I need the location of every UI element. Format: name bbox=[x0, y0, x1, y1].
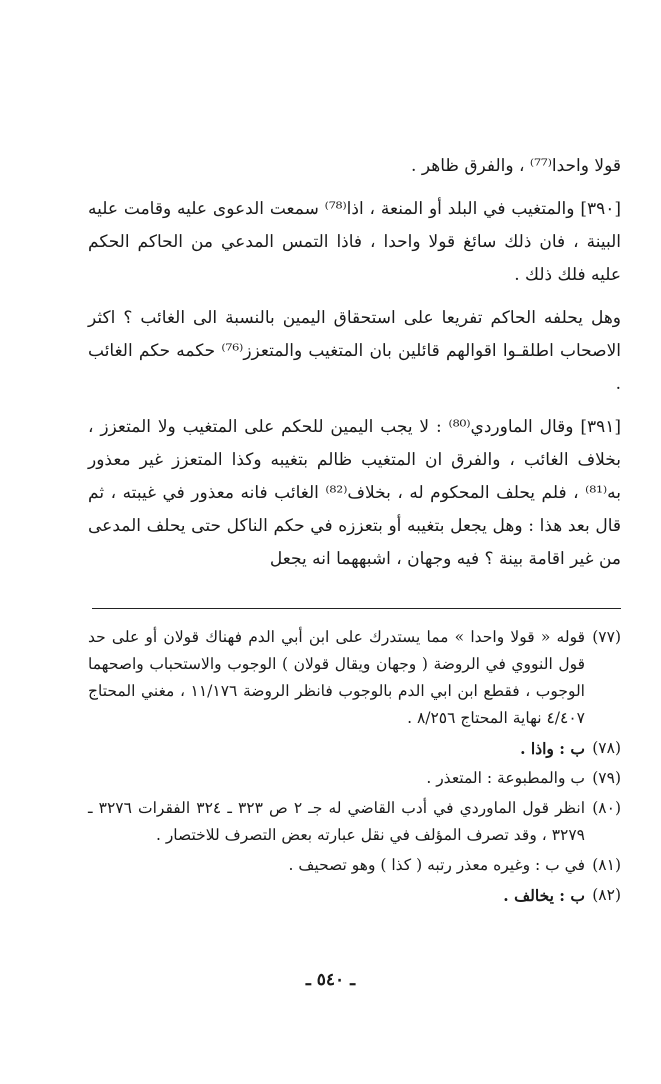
footnote-number: (٨١) bbox=[592, 856, 621, 874]
footnotes bbox=[88, 624, 621, 912]
footnote-79 bbox=[88, 765, 621, 792]
footnote-text: ب والمطبوعة : المتعذر . bbox=[426, 769, 585, 787]
paragraph-text: وهل يحلفه الحاكم تفريعا على استحقاق اليمين بالنسبة الى الغائب ؟ اكثر الاصحاب اطلقـوا اقوالهم قائلين بان المتغيب والمتعزز⁽⁷⁶⁾ حكمه حكم الغائب . bbox=[88, 308, 621, 394]
paragraph-text: وقال الماوردي⁽⁸⁰⁾ : لا يجب اليمين للحكم على المتغيب ولا المتعزز ، بخلاف الغائب ، والفرق ان المتغيب ظالم بتغيبه وكذا المتعزز غير معذور به⁽⁸¹⁾ ، فلم يحلف المحكوم له ، بخلاف⁽⁸²⁾ الغائب فانه معذور في غيبته ، ثم قال بعد هذا : وهل يجعل بتغيبه أو بتعززه في حكم الناكل حتى يحلف المدعى من غير اقامة بينة ؟ فيه وجهان ، اشبههما انه يجعل bbox=[88, 417, 621, 569]
footnote-81 bbox=[88, 852, 621, 879]
footnote-number: (٧٨) bbox=[592, 739, 621, 757]
paragraph-391 bbox=[88, 411, 621, 576]
footnote-80 bbox=[88, 795, 621, 849]
footnote-separator bbox=[92, 608, 621, 609]
footnote-78 bbox=[88, 735, 621, 762]
paragraph-continuation bbox=[88, 150, 621, 183]
paragraph-text: والمتغيب في البلد أو المنعة ، اذا⁽⁷⁸⁾ سمعت الدعوى عليه وقامت عليه البينة ، فان ذلك سائغ قولا واحدا ، فاذا التمس المدعي من الحاكم الحكم عليه فلك ذلك . bbox=[88, 199, 621, 285]
footnote-number: (٧٧) bbox=[592, 628, 621, 646]
main-text-body bbox=[88, 150, 621, 576]
footnote-text: قوله « قولا واحدا » مما يستدرك على ابن أبي الدم فهناك قولان أو على حد قول النووي في الروضة ( وجهان ويقال قولان ) الوجوب والاستحباب واصحهما الوجوب ، فقطع ابن ابي الدم بالوجوب فانظر الروضة ١١/١٧٦ ، مغني المحتاج ٤/٤٠٧ نهاية المحتاج ٨/٢٥٦ . bbox=[88, 628, 585, 727]
footnote-number: (٧٩) bbox=[592, 769, 621, 787]
footnote-number: (٨٢) bbox=[592, 886, 621, 904]
footnote-82 bbox=[88, 882, 621, 909]
footnote-text: في ب : وغيره معذر رتبه ( كذا ) وهو تصحيف . bbox=[288, 856, 585, 874]
footnote-text: انظر قول الماوردي في أدب القاضي له جـ ٢ ص ٣٢٣ ـ ٣٢٤ الفقرات ٣٢٧٦ ـ ٣٢٧٩ ، وقد تصرف المؤلف في نقل عبارته بعض التصرف للاختصار . bbox=[88, 799, 586, 844]
footnote-77 bbox=[88, 624, 621, 732]
paragraph-number: [٣٩١] bbox=[580, 417, 622, 437]
footnote-number: (٨٠) bbox=[592, 799, 621, 817]
footnote-text: ب : يخالف . bbox=[503, 886, 585, 905]
footnote-text: ب : واذا . bbox=[520, 739, 585, 758]
paragraph-text: قولا واحدا⁽⁷⁷⁾ ، والفرق ظاهر . bbox=[411, 156, 621, 176]
paragraph-390 bbox=[88, 193, 621, 292]
paragraph-oath-question bbox=[88, 302, 621, 401]
paragraph-number: [٣٩٠] bbox=[580, 199, 621, 219]
page-number: ـ ٥٤٠ ـ bbox=[305, 970, 356, 990]
